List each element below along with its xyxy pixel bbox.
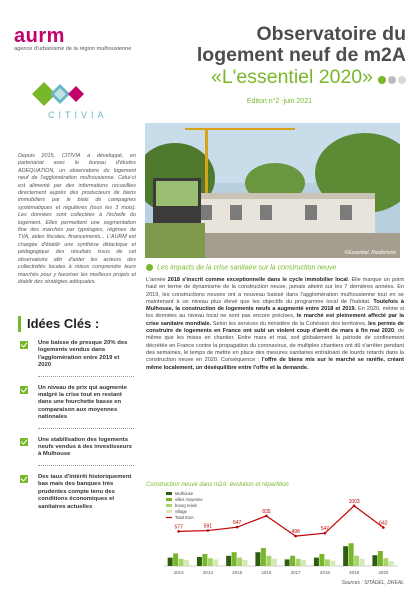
checkbox-icon — [20, 341, 28, 349]
intro-paragraph: Depuis 2015, CITIVIA a développé, en partenariat avec le bureau d'études ADEQUATION, un observatoire du logement neuf de l'agglomération mulhousienne. Celui-ci est alimenté par des informations recueillies directement auprès des producteurs de biens immobiliers par le biais de campagnes systématiques et régulières (tous les 3 mois). Les données sont collectées à l'échelle du logement. Elles permettent une segmentation fine des marchés par typologies, régimes de TVA, aides fiscales, financements... L'AURM est chargée d'établir une synthèse didactique et pédagogique des résultats issus de cet observatoire afin d'aider les acteurs des collectivités locales à mieux comprendre leurs marchés pour y favoriser les meilleurs projets et établir des stratégies adéquates. — [18, 153, 136, 285]
section-heading — [146, 264, 406, 271]
key-idea-text: Un niveau de prix qui augmente malgré la crise tout en restant dans une fourchette basse en comparaison aux moyennes nationales — [38, 384, 128, 421]
legend-swatch — [166, 492, 172, 495]
bar-villes-moyenne — [319, 554, 324, 566]
total-point — [236, 526, 239, 529]
title-accent-line — [156, 66, 406, 89]
total-data-label: 647 — [232, 520, 242, 527]
x-tick-label: 2015 — [232, 570, 243, 575]
checkbox-icon — [20, 386, 28, 394]
total-point — [207, 529, 210, 532]
bar-bourg-relais — [237, 558, 242, 566]
divider — [38, 465, 134, 466]
bar-bourg-relais — [179, 559, 184, 566]
page-title — [156, 24, 406, 89]
legend-label: Mulhouse — [175, 491, 194, 496]
legend-swatch — [166, 498, 172, 501]
bar-villes-moyenne — [349, 543, 354, 566]
key-idea-text: Une baisse de presque 20% des logements vendus dans l'agglomération entre 2019 et 2020 — [38, 340, 128, 369]
total-point — [294, 535, 297, 538]
bar-bourg-relais — [296, 559, 301, 566]
x-tick-label: 2016 — [261, 570, 272, 575]
section-bullet-icon — [146, 264, 153, 271]
title-line-2: logement neuf de m2A — [196, 44, 406, 66]
total-data-label: 547 — [320, 526, 330, 533]
key-idea-text: Des taux d'intérêt historiquement bas mais des banques très prudentes compte tenu des conditions économiques et sanitaires actuelles — [38, 473, 132, 510]
key-idea-text: Une stabilisation des logements neufs vendus à des investisseurs à Mulhouse — [38, 436, 132, 458]
x-tick-label: 2019 — [349, 570, 360, 575]
key-idea-item — [18, 340, 134, 370]
legend-label: village — [175, 509, 187, 514]
construction-site-photo — [145, 123, 400, 258]
bar-village — [243, 560, 248, 566]
total-data-label: 498 — [291, 529, 300, 536]
bar-mulhouse — [255, 552, 260, 566]
aurm-tagline: agence d'urbanisme de la région mulhousienne — [14, 46, 132, 52]
x-tick-label: 2013 — [173, 570, 184, 575]
bar-mulhouse — [343, 546, 348, 566]
bar-villes-moyenne — [378, 551, 383, 566]
total-point — [265, 515, 268, 518]
key-ideas-title: Idées Clés : — [18, 316, 134, 332]
total-point — [353, 505, 356, 508]
bar-villes-moyenne — [202, 554, 207, 566]
key-idea-item — [18, 385, 134, 422]
total-data-label: 835 — [262, 508, 271, 515]
total-data-label: 1003 — [348, 498, 360, 505]
key-ideas — [18, 316, 134, 511]
legend-label: bourg relais — [175, 503, 197, 508]
sources-note: Sources : SITADEL, DREAL — [341, 580, 404, 586]
bar-mulhouse — [168, 558, 173, 566]
bar-village — [184, 560, 189, 566]
body-run-bold: les permis de construire de logements en France ont subi un violent coup d'arrêt de mars à fin mai 2020 — [146, 320, 404, 335]
body-run-bold: le marché est pleinement affecté par la crise sanitaire mondiale. — [146, 313, 404, 327]
bar-village — [389, 561, 394, 566]
x-tick-label: 2017 — [290, 570, 301, 575]
body-run: L'année — [146, 277, 168, 283]
citivia-diamond-icon — [26, 80, 116, 110]
construction-chart — [146, 488, 404, 578]
bar-villes-moyenne — [232, 552, 237, 566]
bar-village — [360, 559, 365, 566]
bar-bourg-relais — [208, 558, 213, 566]
citivia-logo — [26, 80, 116, 122]
legend-swatch — [166, 504, 172, 507]
section-body — [146, 277, 404, 372]
body-run-bold: Toutefois à Mulhouse, la construction de logements neufs a augmenté entre 2018 et 2019. — [146, 298, 404, 313]
bar-village — [301, 560, 306, 566]
bar-village — [330, 561, 335, 566]
bar-bourg-relais — [325, 559, 330, 566]
body-run: En 2020, même si les données au niveau local ne sont pas encore précises, — [146, 306, 404, 320]
body-run-bold: l'offre de biens mis sur le marché se raréfie, créant même localement, un déséquilibre entre l'offre et la demande. — [146, 357, 404, 371]
total-data-label: 591 — [203, 523, 213, 530]
key-idea-item — [18, 437, 134, 459]
bar-villes-moyenne — [290, 556, 295, 566]
bar-bourg-relais — [266, 556, 271, 566]
aurm-logo-word: aurm — [14, 25, 65, 47]
x-tick-label: 2020 — [378, 570, 389, 575]
total-data-label: 577 — [174, 524, 183, 531]
title-line-1: Observatoire du — [256, 23, 406, 45]
edition-label: Editon n°2 -juin 2021 — [246, 98, 312, 105]
total-point — [177, 530, 180, 533]
divider — [38, 428, 134, 429]
bar-village — [213, 559, 218, 566]
bar-mulhouse — [372, 555, 377, 566]
bar-mulhouse — [285, 559, 290, 566]
total-point — [324, 532, 327, 535]
photo-credit: ©Essentiel, Riedisheim — [344, 250, 396, 256]
bar-villes-moyenne — [173, 553, 178, 566]
bar-bourg-relais — [383, 558, 388, 566]
body-run: . Elle marque un point haut en terme de dynamisme de la construction neuve, jamais atteint sur les 7 dernières années. En 2019, les constructions neuves ont a nouveau baissé dans l'agglomération mulhousienne tout en se maintenant à un niveau plus élevé que les objectifs du programme local de l'habitat. — [146, 277, 404, 305]
x-tick-label: 2014 — [202, 570, 213, 575]
citivia-wordmark: CITIVIA — [48, 110, 108, 120]
chart-title: Construction neuve dans m2A: évolution et répartition — [146, 482, 289, 488]
bar-villes-moyenne — [261, 548, 266, 566]
section-heading-text: Les impacts de la crise sanitaire sur la construction neuve — [157, 264, 337, 272]
checkbox-icon — [20, 475, 28, 483]
key-idea-item — [18, 474, 134, 511]
title-dots-icon — [376, 67, 406, 89]
legend-swatch — [166, 510, 172, 513]
checkbox-icon — [20, 438, 28, 446]
body-run: Selon les services du ministère de la Cohésion des territoires, — [211, 320, 369, 327]
bar-mulhouse — [226, 556, 231, 566]
bar-mulhouse — [197, 557, 202, 566]
legend-label: villes moyenne — [175, 497, 203, 502]
divider — [38, 376, 134, 377]
bar-mulhouse — [314, 558, 319, 566]
legend-label: Total m2A — [175, 515, 194, 520]
aurm-logo — [14, 26, 134, 53]
body-run: , de même que les mises en chantier. Entre mars et mai, soit globalement la période de confinement décrétée en France contre la propagation du coronavirus, de multiples chantiers ont dû s'arrêter pendant des semaines, le temps de mettre en place des mesures sanitaires entraînant de lourds retards dans la construction neuve en 2020. Conséquence : — [146, 328, 404, 364]
total-point — [382, 526, 385, 529]
bar-bourg-relais — [354, 556, 359, 566]
bar-village — [272, 559, 277, 566]
total-data-label: 642 — [379, 520, 388, 527]
body-run-bold: 2018 s'inscrit comme exceptionnelle dans le cycle immobilier local — [167, 277, 348, 283]
x-tick-label: 2018 — [319, 570, 330, 575]
total-line — [179, 506, 384, 536]
title-accent: «L'essentiel 2020» — [210, 66, 373, 88]
